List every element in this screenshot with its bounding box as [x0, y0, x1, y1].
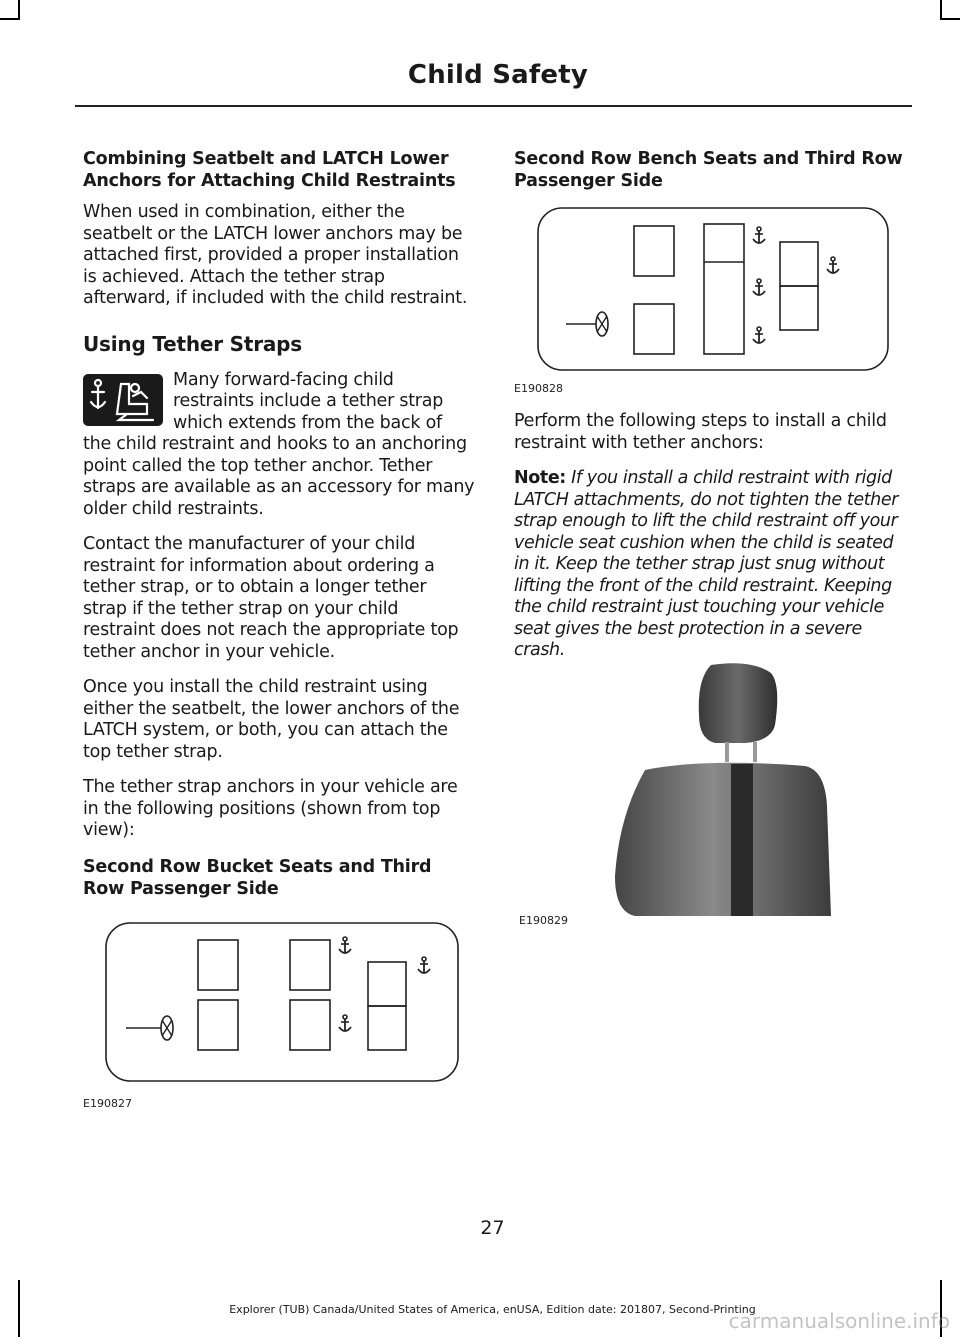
- watermark: carmanualsonline.info: [728, 1309, 950, 1333]
- paragraph: The tether strap anchors in your vehicle are in the following positions (shown from top view):: [83, 777, 458, 840]
- page-title: Child Safety: [407, 60, 588, 90]
- figure-code: E190828: [514, 382, 563, 395]
- paragraph: Once you install the child restraint using either the seatbelt, the lower anchors of the LATCH system, or both, you can attach the top tether strap.: [83, 677, 460, 762]
- crop-mark: [0, 18, 20, 20]
- figure-code: E190829: [519, 914, 568, 927]
- paragraph: Perform the following steps to install a child restraint with tether anchors:: [514, 411, 887, 453]
- section-heading: Using Tether Straps: [83, 331, 303, 356]
- vehicle-seat-illustration: [515, 660, 845, 925]
- section-heading: Combining Seatbelt and LATCH Lower Anchors for Attaching Child Restraints: [83, 149, 456, 191]
- bench-seats-diagram: [514, 204, 909, 395]
- crop-mark: [940, 18, 960, 20]
- edition-info: Explorer (TUB) Canada/United States of America, enUSA, Edition date: 201807, Second-Printing: [229, 1303, 756, 1316]
- paragraph: Contact the manufacturer of your child restraint for information about ordering a tether strap, or to obtain a longer tether strap if the tether strap on your child restraint does not reach the appropriate top tether anchor in your vehicle.: [83, 534, 459, 662]
- note-text: If you install a child restraint with rigid LATCH attachments, do not tighten the tether strap enough to lift the child restraint off your vehicle seat cushion when the child is seated in it. Keep the tether strap just snug without lifting the front of the child restraint. Keeping the child restraint just touching your vehicle seat gives the best protection in a severe crash.: [514, 468, 899, 660]
- section-heading: Second Row Bucket Seats and Third Row Passenger Side: [83, 856, 432, 899]
- crop-mark: [18, 0, 20, 18]
- bucket-seats-diagram: [83, 914, 475, 1110]
- child-seat-tether-icon: [83, 374, 163, 426]
- paragraph: When used in combination, either the seatbelt or the LATCH lower anchors may be attached first, provided a proper installation is achieved. Attach the tether strap afterward, if included with the child restraint.: [83, 202, 468, 308]
- note-label: Note:: [514, 468, 566, 488]
- figure-code: E190827: [83, 1096, 132, 1110]
- header-rule: [75, 105, 912, 107]
- note-paragraph: [514, 468, 909, 662]
- crop-mark: [940, 0, 942, 18]
- section-heading: Second Row Bench Seats and Third Row Passenger Side: [514, 149, 903, 191]
- right-column: [514, 148, 909, 662]
- paragraph: Many forward-facing child restraints include a tether strap which extends from the back of the child restraint and hooks to an anchoring point called the top tether anchor. Tether straps are available as an accessory for many older child restraints.: [83, 369, 475, 519]
- left-column: [83, 148, 475, 1110]
- page-number: 27: [480, 1217, 505, 1239]
